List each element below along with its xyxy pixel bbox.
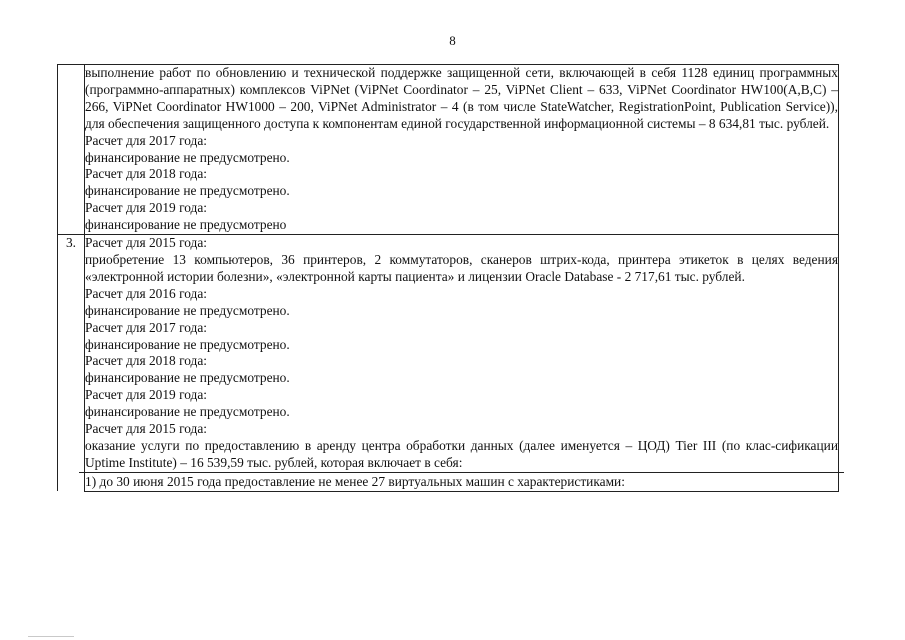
calc-2018-value: финансирование не предусмотрено. xyxy=(85,183,290,199)
calc-2019-value: финансирование не предусмотрено xyxy=(85,217,287,233)
calc-2019-value: финансирование не предусмотрено. xyxy=(85,404,290,420)
calc-2018-heading: Расчет для 2018 года: xyxy=(85,353,208,369)
calc-2015-heading-second: Расчет для 2015 года: xyxy=(85,421,208,437)
calc-2017-value: финансирование не предусмотрено. xyxy=(85,149,290,165)
calc-2019-heading: Расчет для 2019 года: xyxy=(85,387,208,403)
purchase-paragraph: приобретение 13 компьютеров, 36 принтеров, 2 коммутаторов, сканеров штрих-кода, принтера этикеток в целях ведения «электронной истории болезни», «электронной карты пациента» и лицензии Oracle Database - 2 717,61 тыс. рублей. xyxy=(85,251,838,284)
vipnet-paragraph: выполнение работ по обновлению и технической поддержке защищенной сети, включающей в себя 1128 единиц программных (программно-аппаратных) комплексов ViPNet (ViPNet Coordinator – 25, ViPNet Client – 633, ViPNet Coordinator HW100(A,B,C) – 266, ViPNet Coordinator HW1000 – 200, ViPNet Administrator – 4 (в том числе StateWatcher, RegistrationPoint, Publication Service)), для обеспечения защищенного доступа к компонентам единой государственной информационной системы – 8 634,81 тыс. рублей. xyxy=(85,65,838,131)
calc-2017-heading: Расчет для 2017 года: xyxy=(85,319,208,335)
table-row xyxy=(58,235,839,492)
table-row xyxy=(58,65,839,235)
row-content xyxy=(85,65,839,235)
calc-2017-heading: Расчет для 2017 года: xyxy=(85,132,208,148)
vm-requirement-line: 1) до 30 июня 2015 года предоставление не менее 27 виртуальных машин с характеристиками: xyxy=(79,472,844,491)
row-number: 3. xyxy=(58,235,85,492)
calc-2018-value: финансирование не предусмотрено. xyxy=(85,370,290,386)
calc-2017-value: финансирование не предусмотрено. xyxy=(85,336,290,352)
calc-2016-value: финансирование не предусмотрено. xyxy=(85,302,290,318)
page-number: 8 xyxy=(449,33,456,48)
calc-2019-heading: Расчет для 2019 года: xyxy=(85,200,208,216)
row-content xyxy=(85,235,839,492)
row-number xyxy=(58,65,85,235)
calc-2015-heading: Расчет для 2015 года: xyxy=(85,235,208,251)
calc-2018-heading: Расчет для 2018 года: xyxy=(85,166,208,182)
content-table xyxy=(57,64,839,492)
datacenter-paragraph: оказание услуги по предоставлению в аренду центра обработки данных (далее именуется – ЦОД) Tier III (по клас-сификации Uptime Institute) – 16 539,59 тыс. рублей, которая включает в себя: xyxy=(85,437,838,470)
calc-2016-heading: Расчет для 2016 года: xyxy=(85,285,208,301)
footer-mark xyxy=(28,636,74,637)
